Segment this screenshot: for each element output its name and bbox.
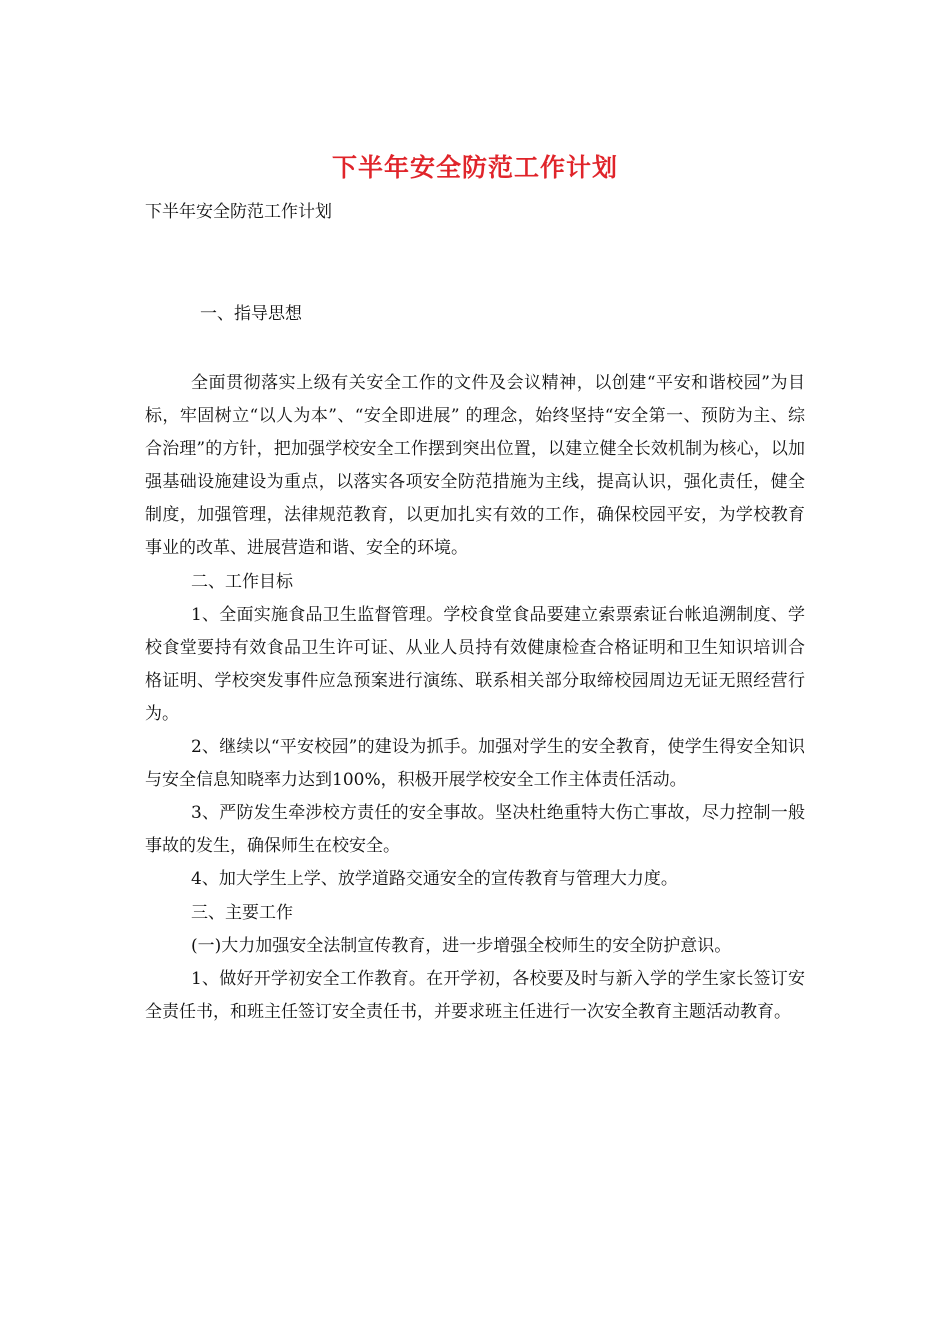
paragraph-goal-3: 3、严防发生牵涉校方责任的安全事故。坚决杜绝重特大伤亡事故，尽力控制一般事故的发生，确保师生在校安全。: [145, 803, 805, 857]
section-heading-main-work: 三、主要工作: [191, 902, 293, 923]
paragraph-goal-4: 4、加大学生上学、放学道路交通安全的宣传教育与管理大力度。: [191, 869, 678, 890]
paragraph-guiding-ideology: 全面贯彻落实上级有关安全工作的文件及会议精神，以创建“平安和谐校园”为目标，牢固树立“以人为本”、“安全即进展” 的理念，始终坚持“安全第一、预防为主、综合治理”的方针，把加强学校安全工作摆到突出位置，以建立健全长效机制为核心，以加强基础设施建设为重点，以落实各项安全防范措施为主线，提高认识，强化责任，健全制度，加强管理，法律规范教育，以更加扎实有效的工作，确保校园平安，为学校教育事业的改革、进展营造和谐、安全的环境。: [145, 373, 805, 559]
paragraph-work-1: 1、做好开学初安全工作教育。在开学初，各校要及时与新入学的学生家长签订安全责任书，和班主任签订安全责任书，并要求班主任进行一次安全教育主题活动教育。: [145, 968, 805, 1022]
section-heading-work-goals: 二、工作目标: [191, 571, 293, 592]
section-heading-guiding-ideology: 一、指导思想: [200, 304, 302, 324]
document-subtitle: 下半年安全防范工作计划: [145, 202, 332, 222]
subsection-heading-1: (一)大力加强安全法制宣传教育，进一步增强全校师生的安全防护意识。: [191, 935, 732, 956]
paragraph-goal-2: 2、继续以“平安校园”的建设为抓手。加强对学生的安全教育，使学生得安全知识与安全信息知晓率力达到100%，积极开展学校安全工作主体责任活动。: [145, 737, 805, 791]
document-title: 下半年安全防范工作计划: [331, 153, 618, 182]
paragraph-goal-1: 1、全面实施食品卫生监督管理。学校食堂食品要建立索票索证台帐追溯制度、学校食堂要持有效食品卫生许可证、从业人员持有效健康检查合格证明和卫生知识培训合格证明、学校突发事件应急预案进行演练、联系相关部分取缔校园周边无证无照经营行为。: [145, 604, 805, 724]
document-body: [145, 367, 805, 1029]
